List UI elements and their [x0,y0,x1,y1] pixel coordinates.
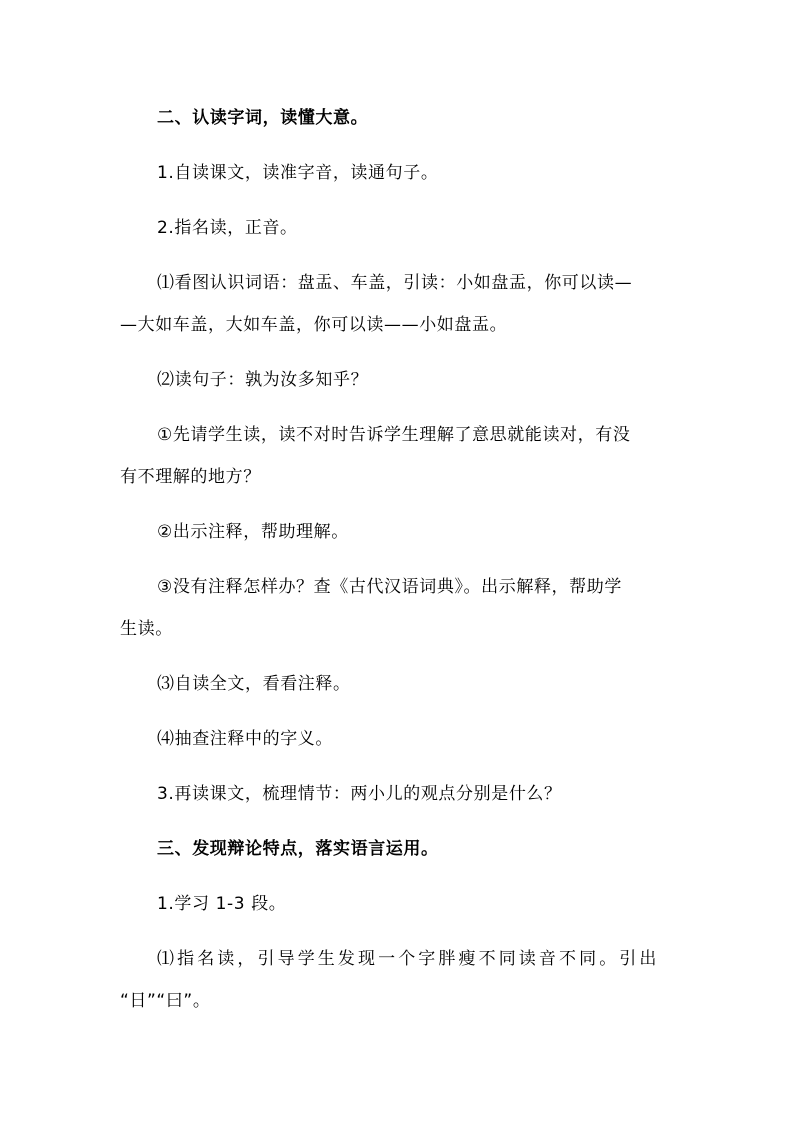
paragraph-student-read-line-2: 有不理解的地方？ [120,467,261,487]
paragraph-student-read-line-1: ①先请学生读，读不对时告诉学生理解了意思就能读对，有没 [157,425,631,445]
paragraph-self-read: ⑶自读全文，看看注释。 [157,674,351,694]
paragraph-read-text: 1.自读课文，读准字音，读通句子。 [157,163,439,183]
paragraph-picture-words-line-2: —大如车盖，大如车盖，你可以读——小如盘盂。 [120,315,508,335]
paragraph-pronunciation-line-1: ⑴指名读，引导学生发现一个字胖瘦不同读音不同。引出 [157,949,660,969]
paragraph-read-sentence: ⑵读句子：孰为汝多知乎？ [157,370,369,390]
paragraph-picture-words-line-1: ⑴看图认识词语：盘盂、车盖，引读：小如盘盂，你可以读— [157,273,633,293]
paragraph-reread-plot: 3.再读课文，梳理情节：两小儿的观点分别是什么？ [157,784,562,804]
paragraph-show-notes: ②出示注释，帮助理解。 [157,522,349,542]
paragraph-dictionary-line-1: ③没有注释怎样办？查《古代汉语词典》。出示解释，帮助学 [157,577,622,597]
paragraph-name-reading: 2.指名读，正音。 [157,218,298,238]
section-heading-2: 二、认读字词，读懂大意。 [157,108,369,128]
section-heading-3: 三、发现辩论特点，落实语言运用。 [157,839,439,859]
paragraph-check-meanings: ⑷抽查注释中的字义。 [157,729,333,749]
paragraph-pronunciation-line-2: “日”“曰”。 [120,991,211,1011]
paragraph-learn-paragraphs: 1.学习 1-3 段。 [157,894,287,914]
paragraph-dictionary-line-2: 生读。 [120,619,173,639]
